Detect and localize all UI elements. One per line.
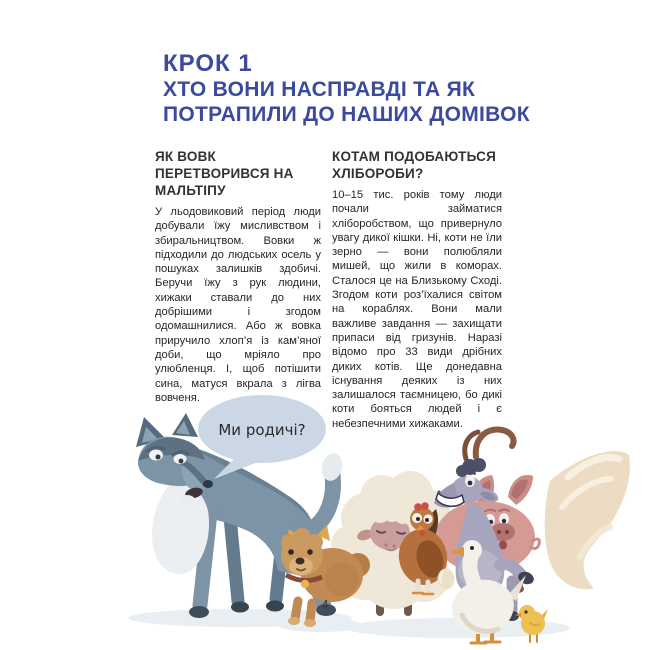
article-wolf	[155, 148, 321, 405]
article-cats-heading: КОТАМ ПОДОБАЮТЬСЯ ХЛІБОРОБИ?	[332, 149, 497, 181]
chapter-title-line-2: ПОТРАПИЛИ ДО НАШИХ ДОМІВОК	[163, 103, 530, 126]
article-cats-body: 10–15 тис. років тому люди почали займатися хліборобством, що привернуло увагу дикої кішки. Ні, коти не їли зерно — вони полюбляли мишей, що жили в коморах. Сталося це на Близькому Сході. Згодом коти роз’їхалися світом на кораблях. Вони мали важливе завдання — захищати припаси від гризунів. Наразі відомо про 33 види дрібних диких котів. Ще донедавна існування деяких із них залишалося таємницею, бо дикі коти бояться людей і є небезпечними хижаками.	[332, 189, 502, 430]
page-number: 4	[321, 597, 329, 612]
speech-bubble-text: Ми родичі?	[218, 421, 306, 439]
step-label: КРОК 1	[163, 50, 253, 77]
article-wolf-heading: ЯК ВОВК ПЕРЕТВОРИВСЯ НА МАЛЬТІПУ	[155, 149, 294, 198]
chapter-header	[163, 50, 538, 127]
chapter-title-line-1: ХТО ВОНИ НАСПРАВДІ ТА ЯК	[163, 78, 476, 101]
article-wolf-body: У льодовиковий період люди добували їжу мисливством і збиральництвом. Вовки ж підходили до людських осель у пошуках залишків здобичі. Беручи їжу з рук людини, хижаки ставали до них добрішими і згодом одомашнилися. Або ж вовка приручило хлоп’я із кам’яної доби, що мріяло про улюбленця. І, щоб потішити сина, матуся вкрала з лігва вовченя.	[155, 206, 321, 404]
egg-illustration	[438, 569, 455, 590]
background-swirl	[545, 451, 630, 589]
